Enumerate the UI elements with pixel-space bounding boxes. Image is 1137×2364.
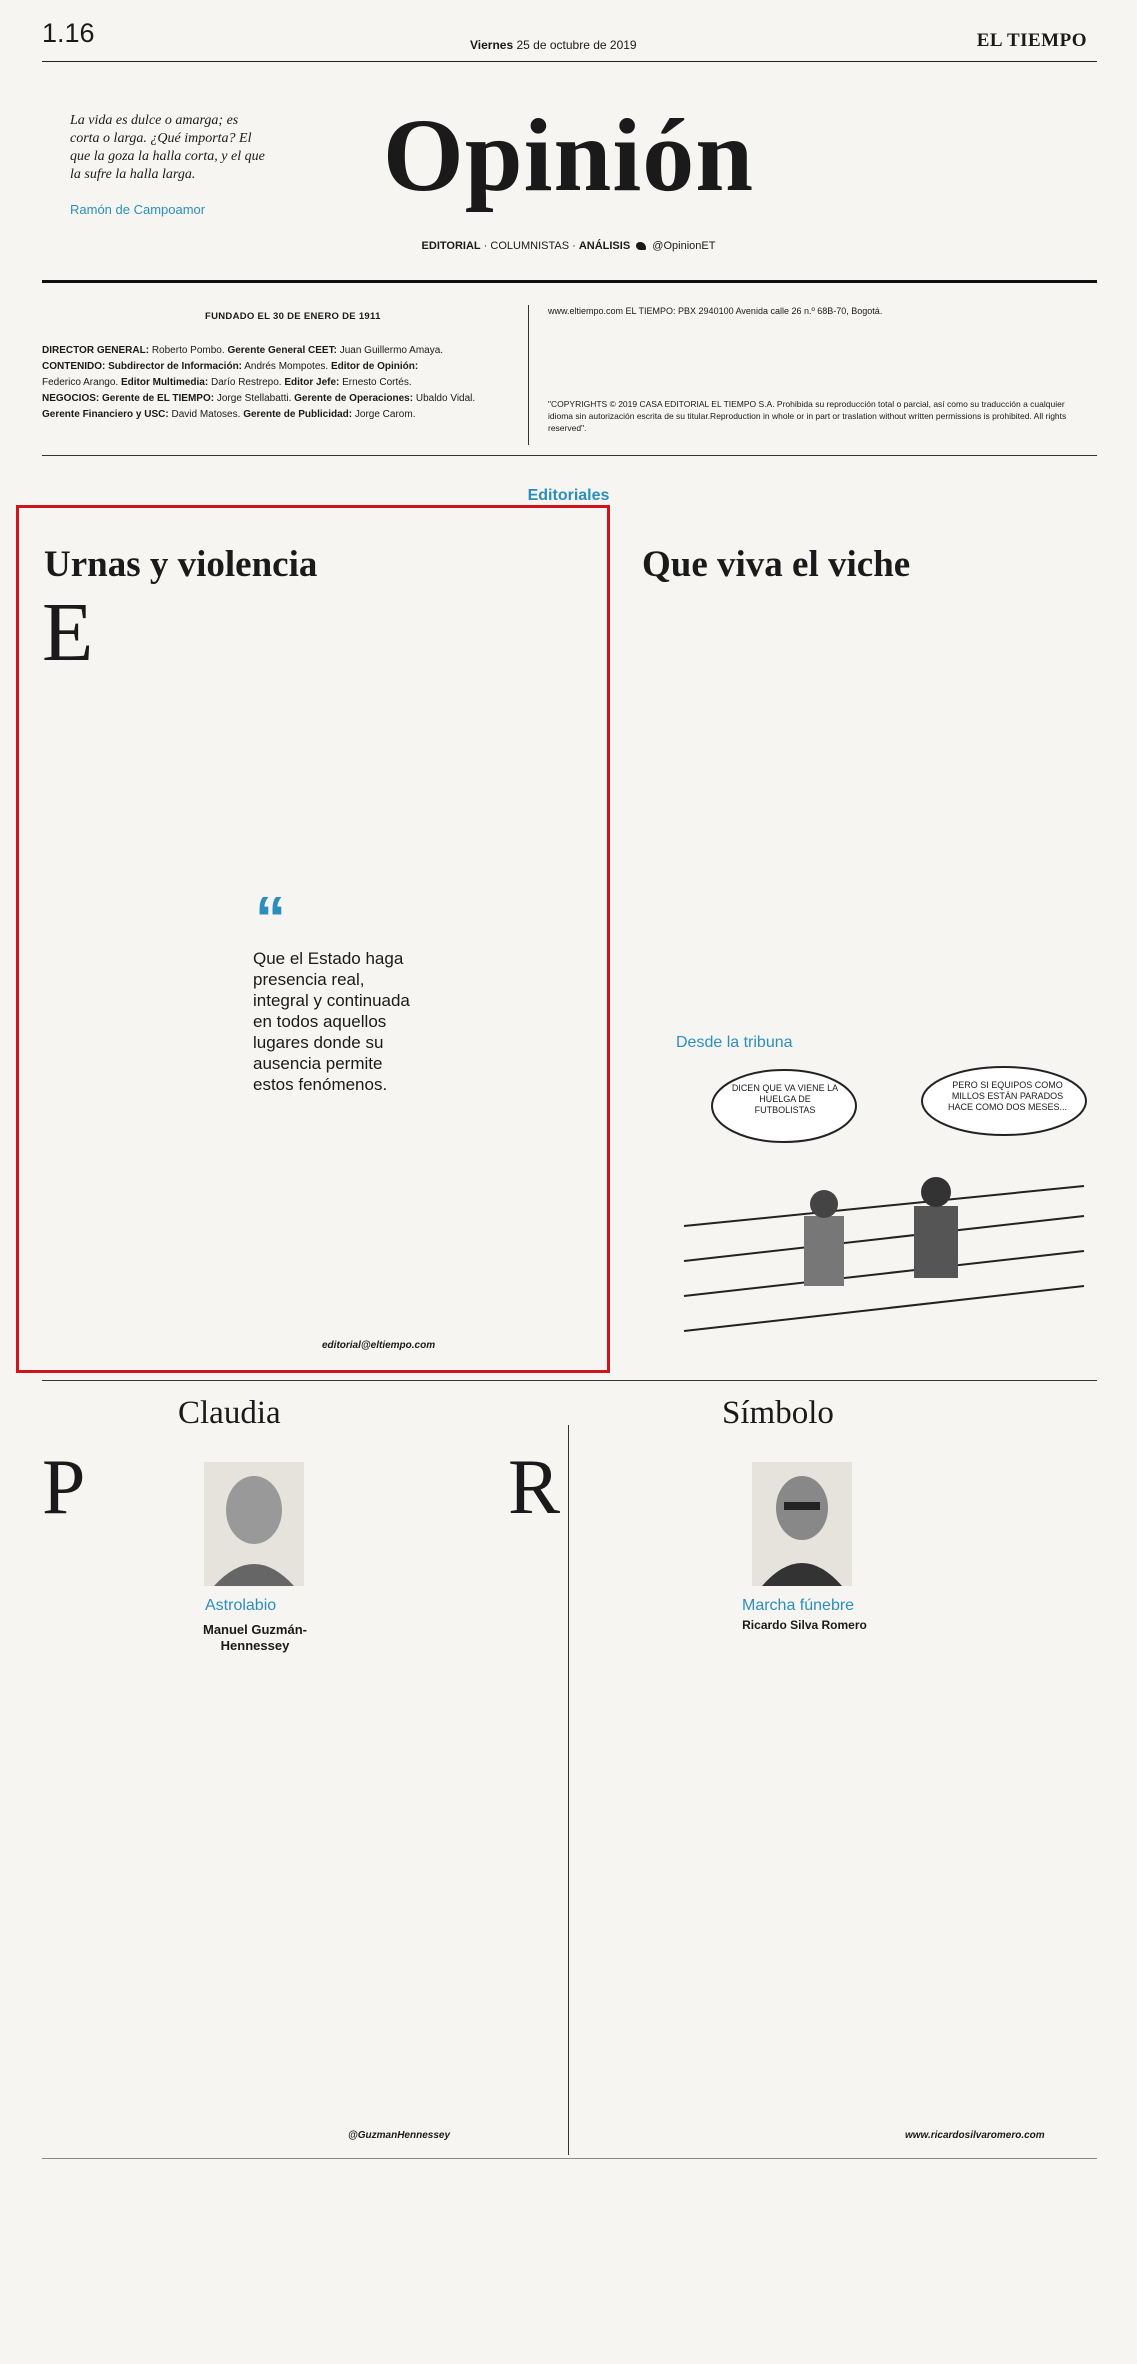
epigraph-author: Ramón de Campoamor: [70, 202, 206, 217]
cartoon-label: Desde la tribuna: [676, 1034, 793, 1051]
credit-line: DIRECTOR GENERAL: Roberto Pombo. Gerente General CEET: Juan Guillermo Amaya.: [42, 345, 444, 356]
column-dropcap-right: R: [508, 1443, 561, 1530]
contact-info: www.eltiempo.com EL TIEMPO: PBX 2940100 Avenida calle 26 n.º 68B-70, Bogotá.: [548, 306, 883, 316]
credits-bottom-rule: [42, 455, 1097, 456]
editorial-dropcap: E: [42, 586, 94, 679]
issue-date: Viernes 25 de octubre de 2019: [470, 38, 637, 52]
top-rule: [42, 61, 1097, 62]
credit-line: Federico Arango. Editor Multimedia: Darío Restrepo. Editor Jefe: Ernesto Cortés.: [42, 377, 412, 388]
bleacher-line: [684, 1216, 1084, 1261]
page-title: Opinión: [382, 98, 755, 213]
social-handle: @OpinionET: [652, 240, 716, 252]
editorial-email: editorial@eltiempo.com: [322, 1340, 436, 1351]
pull-quote: Que el Estado haga presencia real, integral y continuada en todos aquellos lugares donde su ausencia permite estos fenómenos.: [253, 949, 410, 1094]
cartoon-bubble-right-text: PERO SI EQUIPOS COMO MILLOS ESTÁN PARADOS HACE COMO DOS MESES...: [947, 1080, 1068, 1112]
person-right-head: [921, 1177, 951, 1207]
person-right-body: [914, 1206, 958, 1278]
column-author-handle-right: www.ricardosilvaromero.com: [905, 2130, 1045, 2141]
editorials-label: Editoriales: [527, 487, 610, 504]
footer-rule: [42, 2158, 1097, 2159]
author-photo-left: [204, 1462, 304, 1586]
quote-mark-icon: “: [255, 885, 286, 954]
person-left-body: [804, 1216, 844, 1286]
author-photo-right: [752, 1462, 852, 1586]
column-author-handle-left: @GuzmanHennessey: [348, 2130, 451, 2141]
newspaper-brand: EL TIEMPO: [976, 30, 1087, 51]
column-author-right: Ricardo Silva Romero: [742, 1618, 867, 1632]
section-editorial: EDITORIAL: [421, 240, 481, 252]
highlight-box: [16, 505, 610, 1373]
bleacher-line: [684, 1186, 1084, 1226]
epigraph-quote: La vida es dulce o amarga; es corta o larga. ¿Qué importa? El que la goza la halla corta, y el que la sufre la halla larga.: [70, 113, 265, 182]
credits-divider: [528, 305, 529, 445]
editorial-title-left: Urnas y violencia: [44, 544, 318, 585]
twitter-bird-icon: [636, 242, 646, 250]
column-title-right: Símbolo: [722, 1395, 834, 1431]
section-columnistas: COLUMNISTAS: [490, 240, 570, 252]
cartoon-bubble-left-text: DICEN QUE VA VIENE LA HUELGA DE FUTBOLISTAS: [731, 1083, 839, 1115]
column-dropcap-left: P: [42, 1443, 86, 1530]
column-author-left: Manuel Guzmán-Hennessey: [202, 1622, 307, 1653]
column-title-left: Claudia: [178, 1395, 281, 1431]
credit-line: Gerente Financiero y USC: David Matoses. Gerente de Publicidad: Jorge Carom.: [42, 409, 416, 420]
copyright-notice: "COPYRIGHTS © 2019 CASA EDITORIAL EL TIEMPO S.A. Prohibida su reproducción total o parcial, así como su traducción a cualquier idioma sin autorización escrita de su titular.Reproduction in whole or in part or traslation without written permissions is prohibited. All rights reserved".: [548, 399, 1067, 433]
bleacher-line: [684, 1251, 1084, 1296]
columns-top-rule: [42, 1380, 1097, 1381]
editorial-title-right: Que viva el viche: [642, 544, 911, 585]
page-number: 1.16: [42, 18, 95, 48]
founded-line: FUNDADO EL 30 DE ENERO DE 1911: [205, 311, 381, 322]
person-left-head: [810, 1190, 838, 1218]
column-section-label-right: Marcha fúnebre: [742, 1597, 855, 1614]
section-analisis: ANÁLISIS: [578, 240, 631, 252]
credit-line: CONTENIDO: Subdirector de Información: Andrés Mompotes. Editor de Opinión:: [42, 361, 419, 372]
columns-divider: [568, 1425, 569, 2155]
column-section-label-left: Astrolabio: [205, 1597, 277, 1614]
credit-line: NEGOCIOS: Gerente de EL TIEMPO: Jorge Stellabatti. Gerente de Operaciones: Ubaldo Vidal.: [42, 393, 476, 404]
staff-credits: [42, 343, 537, 423]
section-nav: EDITORIAL · COLUMNISTAS · ANÁLISIS @OpinionET: [421, 240, 716, 252]
masthead-rule: [42, 280, 1097, 283]
bleacher-line: [684, 1286, 1084, 1331]
